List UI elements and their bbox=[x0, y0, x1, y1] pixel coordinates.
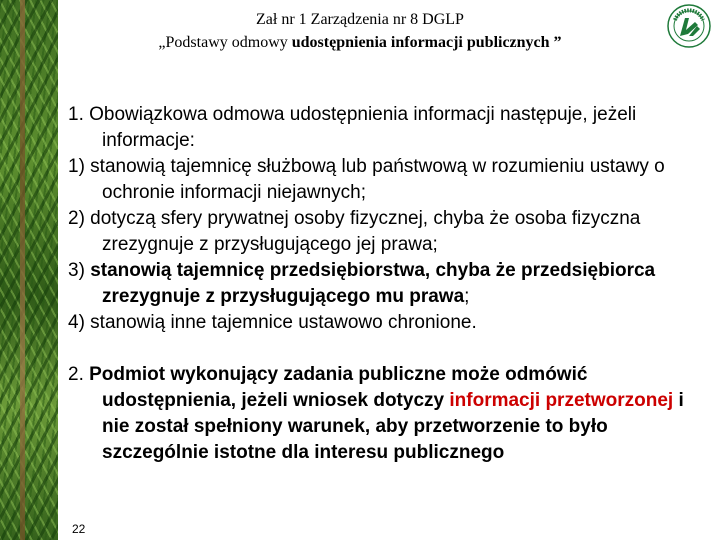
header-line-2-normal: „Podstawy odmowy bbox=[158, 34, 292, 51]
section-2-red-highlight: informacji przetworzonej bbox=[449, 390, 674, 411]
header-line-1: Zał nr 1 Zarządzenia nr 8 DGLP bbox=[256, 11, 464, 28]
lasy-panstwowe-logo-icon bbox=[667, 4, 711, 48]
section-1-item-1: 1) stanowią tajemnicę służbową lub państwową w rozumieniu ustawy o ochronie informacji niejawnych; bbox=[68, 156, 665, 203]
header-line-2-bold: udostępnienia informacji publicznych ” bbox=[291, 34, 562, 51]
section-2 bbox=[68, 362, 708, 466]
section-1-item-4: 4) stanowią inne tajemnice ustawowo chronione. bbox=[68, 312, 477, 333]
slide-header bbox=[60, 8, 660, 54]
section-2-bold-2: i nie został spełniony warunek, aby przetworzenie to było szczególnie istotne dla interesu publicznego bbox=[102, 390, 684, 463]
section-2-bold-1: Podmiot wykonujący zadania publiczne może odmówić udostępnienia, jeżeli wniosek dotyczy bbox=[89, 364, 588, 411]
section-2-prefix: 2. bbox=[68, 364, 90, 385]
section-spacer bbox=[68, 336, 708, 362]
page-number: 22 bbox=[72, 522, 86, 536]
slide-content bbox=[68, 102, 708, 466]
item-3-suffix: ; bbox=[464, 286, 470, 307]
section-1-intro: 1. Obowiązkowa odmowa udostępnienia informacji następuje, jeżeli informacje: bbox=[68, 104, 637, 151]
item-3-prefix: 3) bbox=[68, 260, 91, 281]
section-1-item-2: 2) dotyczą sfery prywatnej osoby fizycznej, chyba że osoba fizyczna zrezygnuje z przysługującego jej prawa; bbox=[68, 208, 641, 255]
pine-needle-decoration bbox=[0, 0, 58, 540]
item-3-bold-text: stanowią tajemnicę przedsiębiorstwa, chyba że przedsiębiorca zrezygnuje z przysługującego mu prawa bbox=[90, 260, 656, 307]
section-1-item-3 bbox=[68, 258, 708, 310]
header-line-2 bbox=[60, 31, 660, 54]
